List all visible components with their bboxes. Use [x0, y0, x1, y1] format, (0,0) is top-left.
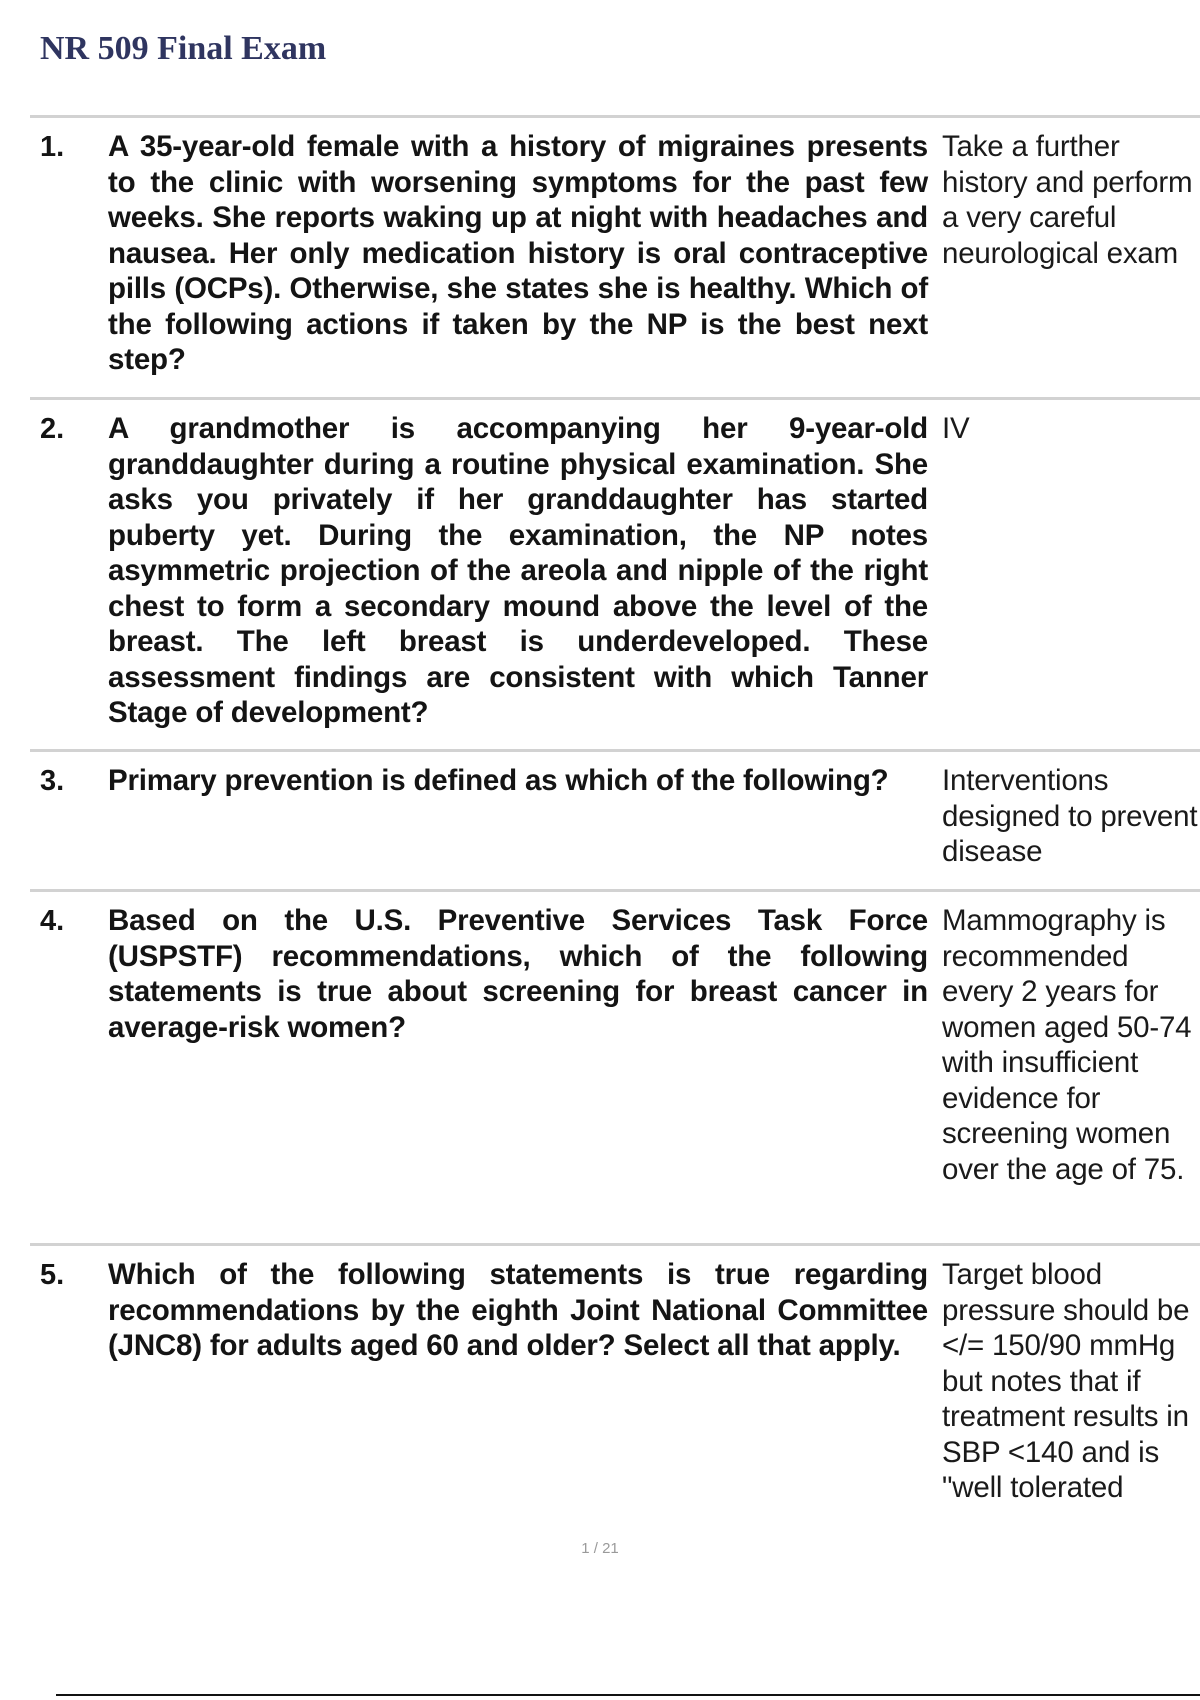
answer-text: Interventions designed to prevent disease	[942, 764, 1198, 868]
question-row	[30, 749, 1200, 889]
question-row	[30, 397, 1200, 749]
answer-text: Target blood pressure should be </= 150/90 mmHg but notes that if treatment results in SBP <140 and is "well tolerated	[942, 1258, 1190, 1504]
answer-text: IV	[942, 412, 970, 445]
question-number: 2.	[40, 413, 65, 445]
page-bottom-divider	[56, 1694, 1200, 1696]
page-title: NR 509 Final Exam	[40, 30, 327, 67]
question-list	[30, 115, 1200, 1525]
question-text: Primary prevention is defined as which of the following?	[108, 764, 889, 797]
question-row	[30, 115, 1200, 397]
question-number: 1.	[40, 131, 65, 163]
question-number: 4.	[40, 905, 65, 937]
question-row	[30, 1243, 1200, 1525]
page-number: 1 / 21	[581, 1540, 619, 1557]
question-row	[30, 889, 1200, 1243]
answer-text: Take a further history and perform a very careful neurological exam	[942, 130, 1193, 270]
question-number: 3.	[40, 765, 65, 797]
question-text: Which of the following statements is true regarding recommendations by the eighth Joint National Committee (JNC8) for adults aged 60 and older? Select all that apply.	[108, 1258, 928, 1362]
question-text: A grandmother is accompanying her 9-year-old granddaughter during a routine physical examination. She asks you privately if her granddaughter has started puberty yet. During the examination, the NP notes asymmetric projection of the areola and nipple of the right chest to form a secondary mound above the level of the breast. The left breast is underdeveloped. These assessment findings are consistent with which Tanner Stage of development?	[108, 412, 928, 729]
answer-text: Mammography is recommended every 2 years for women aged 50-74 with insufficient evidence for screening women over the age of 75.	[942, 904, 1192, 1186]
question-number: 5.	[40, 1259, 65, 1291]
question-text: Based on the U.S. Preventive Services Task Force (USPSTF) recommendations, which of the following statements is true about screening for breast cancer in average-risk women?	[108, 904, 928, 1044]
question-text: A 35-year-old female with a history of migraines presents to the clinic with worsening symptoms for the past few weeks. She reports waking up at night with headaches and nausea. Her only medication history is oral contraceptive pills (OCPs). Otherwise, she states she is healthy. Which of the following actions if taken by the NP is the best next step?	[108, 130, 928, 376]
